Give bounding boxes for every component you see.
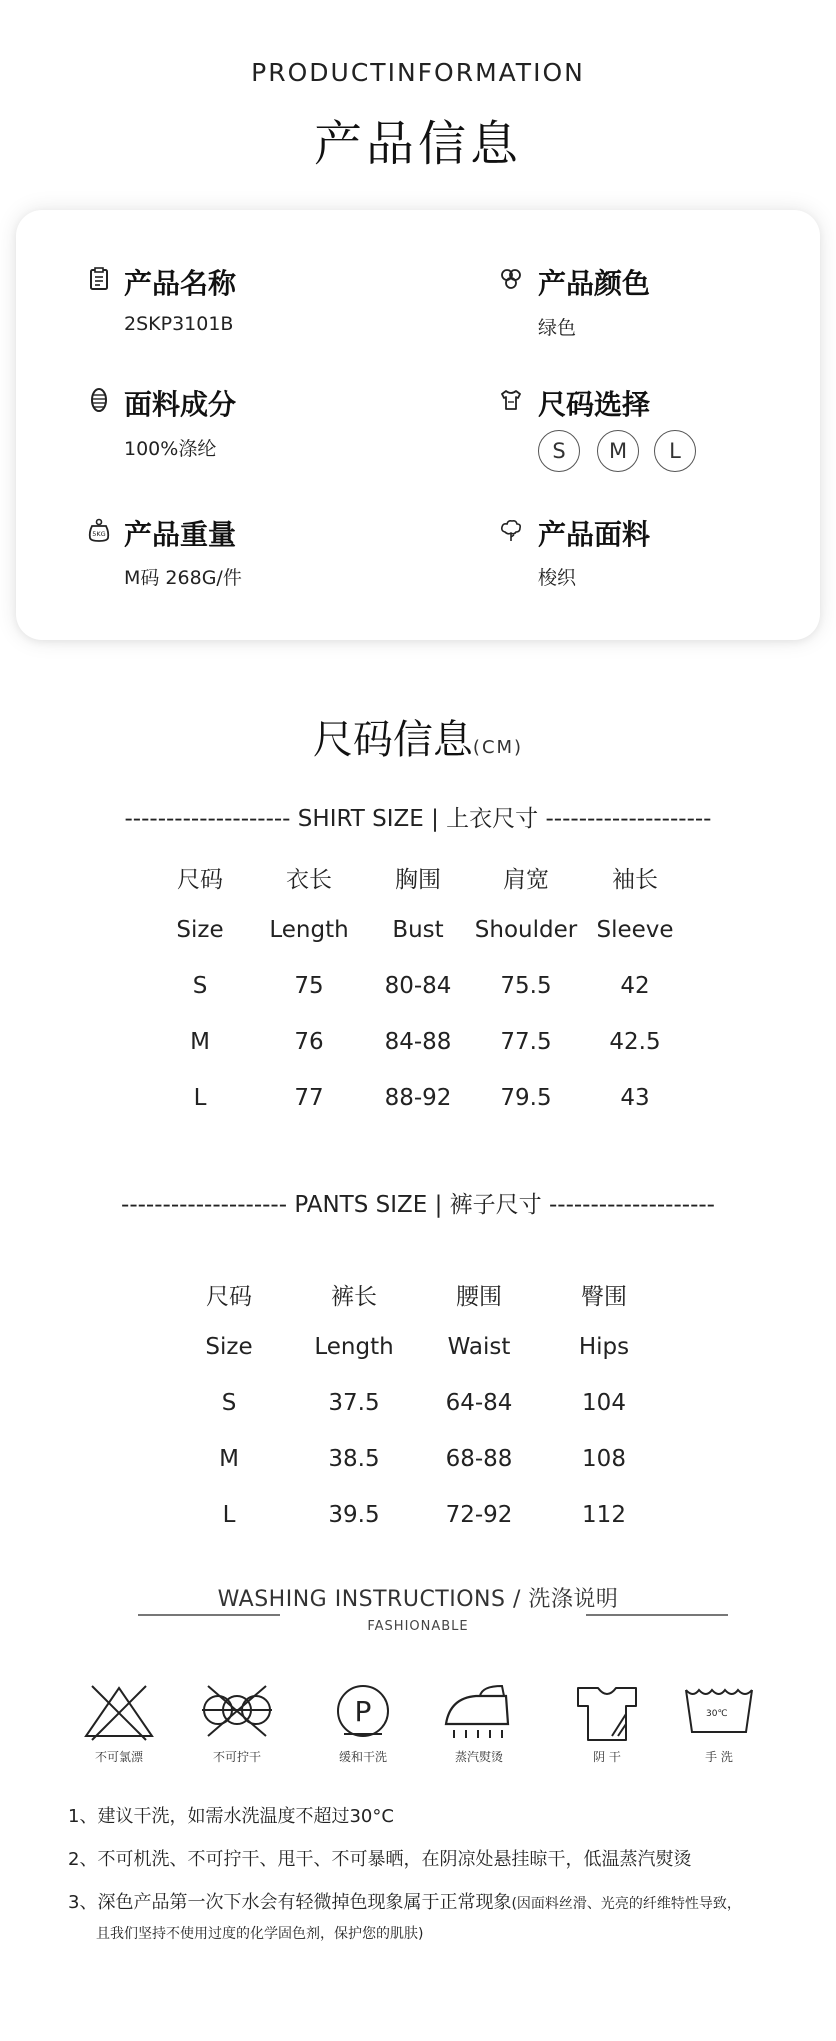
palette-icon: [498, 266, 524, 296]
weight-value: M码 268G/件: [124, 567, 242, 589]
table-header-cell: 臀围: [581, 1284, 627, 1310]
svg-text:P: P: [354, 1695, 372, 1728]
table-header-cell: Bust: [392, 917, 444, 943]
no-bleach-icon: [80, 1678, 158, 1742]
table-header-cell: Length: [269, 917, 349, 943]
table-cell: 80-84: [384, 973, 452, 999]
product-color-value: 绿色: [538, 317, 577, 339]
washing-subtitle: FASHIONABLE: [367, 1619, 469, 1634]
table-header-cell: 胸围: [395, 867, 441, 893]
care-note: [96, 1922, 423, 1943]
weight-label: 产品重量: [124, 518, 237, 551]
table-cell: 37.5: [328, 1390, 380, 1416]
table-cell: 84-88: [384, 1029, 452, 1055]
pants-size-heading: -------------------- PANTS SIZE | 裤子尺寸 --------------------: [121, 1192, 715, 1218]
care-note-text: 3、深色产品第一次下水会有轻微掉色现象属于正常现象: [68, 1892, 512, 1913]
product-name-label: 产品名称: [124, 267, 237, 300]
table-cell: L: [222, 1502, 236, 1528]
size-info-unit: (CM): [472, 737, 524, 758]
shade-dry-icon: [568, 1678, 646, 1742]
table-cell: 39.5: [328, 1502, 380, 1528]
size-select-label: 尺码选择: [538, 388, 651, 421]
size-info-title: [0, 708, 836, 765]
cotton-icon: [498, 517, 524, 547]
material-value: 100%涤纶: [124, 438, 217, 460]
table-cell: L: [193, 1085, 207, 1111]
page-title-en: PRODUCTINFORMATION: [251, 58, 585, 87]
table-header-cell: Sleeve: [596, 917, 674, 943]
wash-label: 蒸汽熨烫: [454, 1750, 504, 1764]
table-cell: 88-92: [384, 1085, 452, 1111]
table-header-cell: 衣长: [286, 867, 332, 893]
yarn-icon: [86, 387, 112, 417]
table-header-cell: Waist: [447, 1334, 511, 1360]
table-cell: 104: [582, 1390, 626, 1416]
dry-clean-p-icon: [324, 1678, 402, 1742]
table-cell: 43: [620, 1085, 650, 1111]
table-cell: 68-88: [445, 1446, 513, 1472]
shirt-size-heading: -------------------- SHIRT SIZE | 上衣尺寸 --------------------: [124, 806, 712, 832]
table-header-cell: Hips: [578, 1334, 630, 1360]
table-header-cell: 尺码: [177, 867, 223, 893]
table-cell: M: [190, 1029, 210, 1055]
table-cell: M: [219, 1446, 239, 1472]
table-cell: 72-92: [445, 1502, 513, 1528]
table-cell: 77: [294, 1085, 324, 1111]
clipboard-icon: [86, 266, 112, 296]
table-cell: 42: [620, 973, 650, 999]
size-option-l[interactable]: L: [654, 430, 696, 472]
divider: [586, 1614, 728, 1616]
no-wring-icon: [198, 1678, 276, 1742]
divider: [138, 1614, 280, 1616]
size-option-m[interactable]: M: [597, 430, 639, 472]
table-cell: S: [192, 973, 208, 999]
table-header-cell: Length: [314, 1334, 394, 1360]
care-note: 2、不可机洗、不可拧干、甩干、不可暴晒，在阴凉处悬挂晾干，低温蒸汽熨烫: [68, 1849, 692, 1870]
washing-title: WASHING INSTRUCTIONS / 洗涤说明: [217, 1587, 619, 1612]
care-note-aside: (因面料丝滑、光亮的纤维特性导致，: [511, 1896, 741, 1912]
page-title-cn: 产品信息: [313, 116, 522, 172]
size-option-s[interactable]: S: [538, 430, 580, 472]
fabric-label: 产品面料: [538, 518, 651, 551]
table-cell: 79.5: [500, 1085, 552, 1111]
material-label: 面料成分: [124, 388, 237, 421]
table-header-cell: Shoulder: [474, 917, 578, 943]
wash-label: 缓和干洗: [338, 1750, 388, 1764]
weight-icon: [86, 517, 112, 547]
svg-text:5KG: 5KG: [92, 530, 106, 538]
table-header-cell: 尺码: [206, 1284, 252, 1310]
table-header-cell: 肩宽: [503, 867, 549, 893]
table-cell: 75.5: [500, 973, 552, 999]
table-cell: 42.5: [609, 1029, 661, 1055]
care-note-aside: 且我们坚持不使用过度的化学固色剂，保护您的肌肤): [96, 1926, 424, 1942]
table-header-cell: 袖长: [612, 867, 658, 893]
table-cell: 77.5: [500, 1029, 552, 1055]
table-cell: S: [221, 1390, 237, 1416]
table-cell: 38.5: [328, 1446, 380, 1472]
table-cell: 76: [294, 1029, 324, 1055]
table-header-cell: 腰围: [456, 1284, 502, 1310]
table-cell: 64-84: [445, 1390, 513, 1416]
wash-label: 不可氯漂: [94, 1750, 144, 1764]
fabric-value: 梭织: [538, 567, 577, 589]
table-cell: 108: [582, 1446, 626, 1472]
table-cell: 112: [582, 1502, 626, 1528]
product-name-value: 2SKP3101B: [124, 313, 234, 335]
care-note: [68, 1888, 741, 1914]
care-note: 1、建议干洗，如需水洗温度不超过30°C: [68, 1806, 394, 1827]
wash-label: 手 洗: [705, 1750, 733, 1764]
table-header-cell: Size: [205, 1334, 253, 1360]
wash-label: 不可拧干: [212, 1750, 262, 1764]
table-cell: 75: [294, 973, 324, 999]
steam-iron-icon: [440, 1678, 518, 1742]
shirt-icon: [498, 387, 524, 417]
wash-label: 阴 干: [593, 1750, 621, 1764]
product-color-label: 产品颜色: [538, 267, 651, 300]
table-header-cell: 裤长: [331, 1284, 377, 1310]
size-info-title-text: 尺码信息: [312, 717, 473, 763]
table-header-cell: Size: [176, 917, 224, 943]
hand-wash-temp: 30℃: [706, 1709, 728, 1719]
